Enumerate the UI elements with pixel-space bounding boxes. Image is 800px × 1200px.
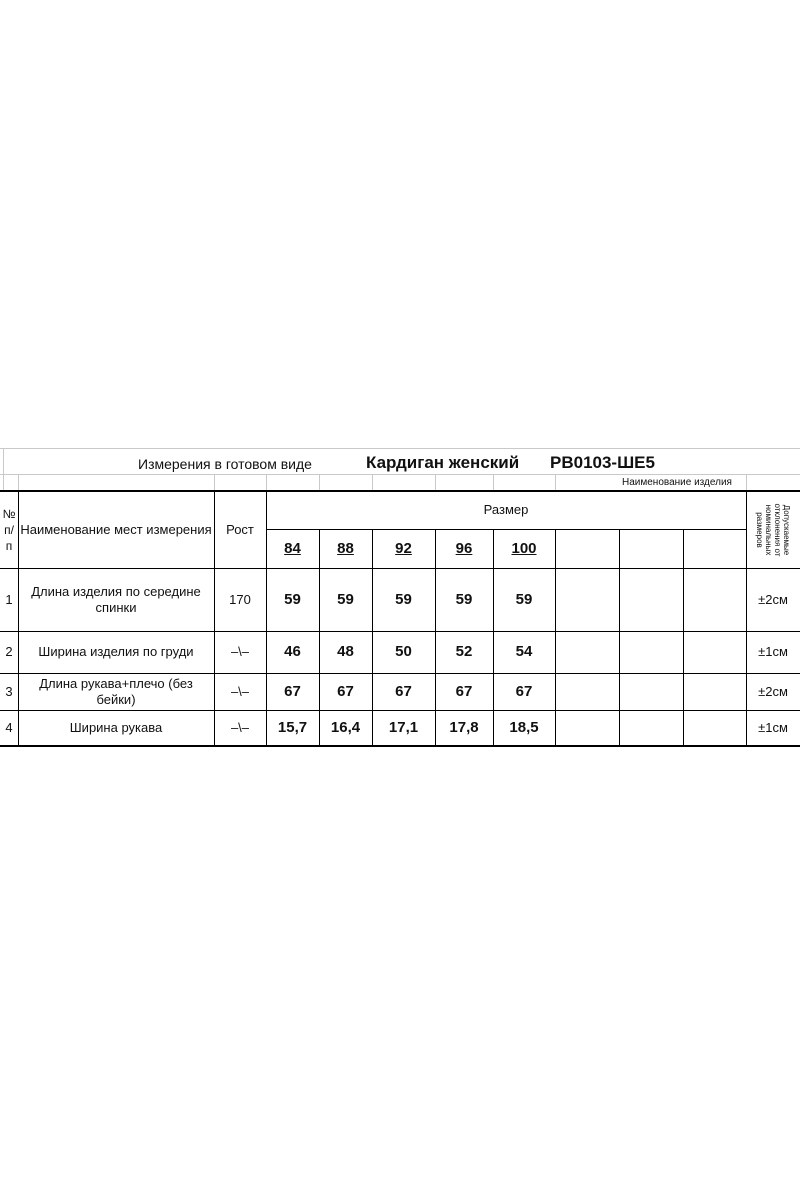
value-size-96: 52 xyxy=(455,643,473,660)
col-header-measure-name: Наименование мест измерения xyxy=(20,521,212,537)
value-size-84: 46 xyxy=(284,643,301,660)
value-size-92: 17,1 xyxy=(388,718,419,736)
gridline xyxy=(746,474,747,490)
col-header-size: Размер xyxy=(483,502,529,517)
col-divider xyxy=(683,529,684,747)
gridline xyxy=(0,448,800,449)
measure-name: Длина рукава+плечо (без бейки) xyxy=(39,675,193,707)
row-number: 3 xyxy=(5,683,13,699)
col-divider xyxy=(555,529,556,747)
height-value: –\– xyxy=(230,683,250,699)
row-number: 2 xyxy=(5,644,13,659)
height-value: –\– xyxy=(230,644,250,659)
product-name: Кардиган женский xyxy=(366,453,520,472)
measure-name: Ширина изделия по груди xyxy=(38,644,194,659)
tolerance-value: ±2см xyxy=(758,591,788,607)
gridline xyxy=(266,474,267,490)
value-size-92: 59 xyxy=(395,590,412,608)
value-size-84: 15,7 xyxy=(277,718,308,736)
gridline xyxy=(435,474,436,490)
tolerance-value: ±1см xyxy=(758,719,788,735)
value-size-96: 17,8 xyxy=(449,718,479,736)
gridline xyxy=(555,474,556,490)
value-size-92: 67 xyxy=(395,682,412,700)
size-84: 84 xyxy=(284,539,301,557)
tolerance-value: ±2см xyxy=(758,683,788,699)
col-divider xyxy=(619,529,620,747)
gridline xyxy=(319,474,320,490)
value-size-84: 67 xyxy=(284,682,301,700)
table-bottom-border xyxy=(0,745,800,747)
measure-name: Длина изделия по середине спинки xyxy=(31,583,201,615)
value-size-88: 67 xyxy=(337,682,354,700)
size-92: 92 xyxy=(395,539,412,557)
article-number: РВ0103-ШЕ5 xyxy=(550,453,655,472)
tolerance-value: ±1см xyxy=(758,644,788,659)
value-size-92: 50 xyxy=(395,643,412,660)
gridline xyxy=(0,474,800,475)
tolerance-label: Допускаемые отклонения от номинальных размеров xyxy=(755,503,791,557)
row-number: 4 xyxy=(5,719,13,735)
value-size-100: 59 xyxy=(515,590,533,608)
value-size-100: 54 xyxy=(515,643,533,660)
product-caption: Наименование изделия xyxy=(622,477,732,488)
value-size-96: 67 xyxy=(455,682,473,700)
size-88: 88 xyxy=(337,539,354,557)
value-size-96: 59 xyxy=(455,590,473,608)
row-number: 1 xyxy=(5,591,13,607)
value-size-100: 67 xyxy=(515,682,533,700)
gridline xyxy=(214,474,215,490)
size-100: 100 xyxy=(511,539,537,557)
value-size-88: 59 xyxy=(337,590,354,608)
gridline xyxy=(18,474,19,490)
col-header-tolerance xyxy=(746,492,800,568)
measure-name: Ширина рукава xyxy=(69,719,163,735)
value-size-88: 16,4 xyxy=(330,718,361,736)
size-96: 96 xyxy=(455,539,473,557)
height-value: 170 xyxy=(229,591,251,607)
value-size-100: 18,5 xyxy=(509,718,539,736)
measurements-subtitle: Измерения в готовом виде xyxy=(138,456,312,472)
gridline xyxy=(372,474,373,490)
col-header-number: № п/ п xyxy=(2,507,16,553)
value-size-84: 59 xyxy=(284,590,301,608)
height-value: –\– xyxy=(230,719,250,735)
col-header-height: Рост xyxy=(226,521,254,537)
value-size-88: 48 xyxy=(337,643,354,660)
gridline xyxy=(3,448,4,490)
gridline xyxy=(493,474,494,490)
